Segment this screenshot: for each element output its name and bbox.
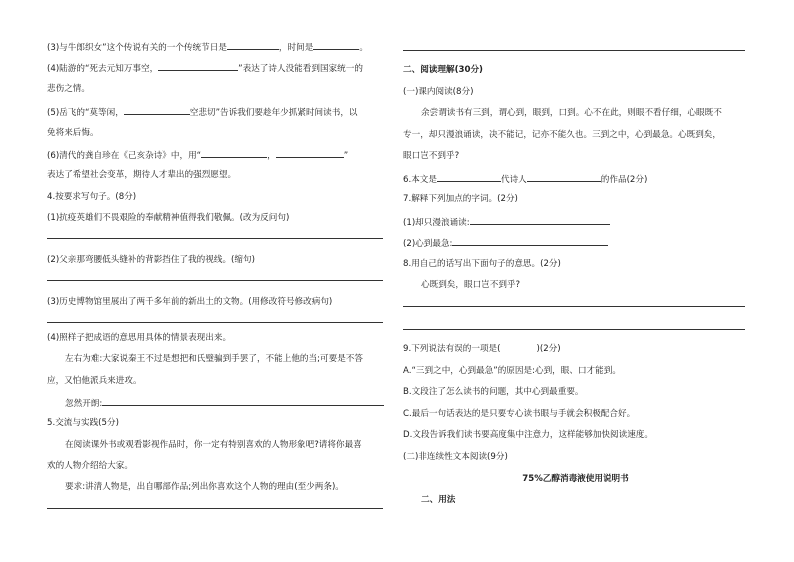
option-c: C.最后一句话表达的是只要专心读书眼与手就会积极配合好。 [403,409,636,419]
example-line-2: 应，又怕他派兵来进攻。 [47,376,142,386]
document-title: 75%乙醇消毒液使用说明书 [522,474,629,484]
answer-line[interactable] [47,280,383,281]
option-d: D.文段告诉我们读书要高度集中注意力，这样能够加快阅读速度。 [403,430,653,440]
question-3-line: (3)与牛郎织女”这个传说有关的一个传统节日是 ，时间是 。 [47,40,368,54]
question-9: 9.下列说法有误的一项是( )(2分) [403,344,561,354]
subsection-2-title: (二)非连续性文本阅读(9分) [403,452,508,462]
answer-blank[interactable] [437,172,501,182]
section-reading-title: 二、阅读理解(30分) [403,65,483,75]
task-4-1: (1)抗疫英雄们不畏艰险的奉献精神值得我们敬佩。(改为反问句) [47,213,290,223]
question-6-right: 6.本文是 代诗人 的作品(2分) [403,172,647,186]
passage-line-1: 余尝谓读书有三到，谓心到，眼到，口到。心不在此，则眼不看仔细，心眼既不 [421,108,722,118]
subsection-1-title: (一)课内阅读(8分) [403,87,474,97]
section-5-requirement: 要求:讲清人物是，出自哪部作品;列出你喜欢这个人物的理由(至少两条)。 [65,482,344,492]
question-6-line: (6)清代的龚自珍在《己亥杂诗》中，用“ ， ” [47,148,348,162]
answer-blank[interactable] [158,61,238,71]
idiom-line: 忽然开朗: [65,396,384,410]
section-4-title: 4.按要求写句子。(8分) [47,192,137,202]
answer-line[interactable] [47,322,383,323]
answer-line[interactable] [47,508,383,509]
section-5-para-1: 在阅读课外书或观看影视作品时，你一定有特别喜欢的人物形象吧?请将你最喜 [65,440,362,450]
answer-line[interactable] [403,329,745,330]
passage-line-3: 眼口岂不到乎? [403,151,460,161]
question-8: 8.用自己的话写出下面句子的意思。(2分) [403,259,561,269]
example-line-1: 左右为难:大家说秦王不过是想把和氏璧骗到手罢了，不能上他的当;可要是不答 [65,354,363,364]
answer-blank[interactable] [227,40,279,50]
task-4-2: (2)父亲那弯腰低头缝补的背影挡住了我的视线。(缩句) [47,255,255,265]
passage-line-2: 专一，却只漫浪诵读，决不能记，记亦不能久也。三到之中，心到最急。心既到矣， [403,130,721,140]
answer-blank[interactable] [470,215,610,225]
answer-blank[interactable] [527,172,601,182]
option-a: A.“三到之中，心到最急”的原因是:心到，眼、口才能到。 [403,366,621,376]
answer-blank[interactable] [313,40,359,50]
answer-blank[interactable] [102,396,384,406]
question-8-sentence: 心既到矣，眼口岂不到乎? [421,280,521,290]
option-b: B.文段注了怎么读书的问题，其中心到最重要。 [403,387,584,397]
task-4-4: (4)照样子把成语的意思用具体的情景表现出来。 [47,333,232,343]
document-section: 二、用法 [421,495,456,505]
answer-line[interactable] [47,238,383,239]
answer-blank[interactable] [452,236,608,246]
section-5-title: 5.交流与实践(5分) [47,418,119,428]
question-4-line: (4)陆游的“死去元知万事空， ”表达了诗人没能看到国家统一的 [47,61,363,75]
answer-blank[interactable] [201,148,267,158]
answer-line[interactable] [403,306,745,307]
question-7: 7.解释下列加点的字词。(2分) [403,194,518,204]
question-4-cont: 悲伤之情。 [47,84,90,94]
question-7-2: (2)心到最急: [403,236,608,250]
question-6-cont: 表达了希望社会变革，期待人才辈出的强烈愿望。 [47,170,237,180]
answer-blank[interactable] [124,105,190,115]
question-7-1: (1)却只漫浪诵读: [403,215,610,229]
section-5-para-2: 欢的人物介绍给大家。 [47,461,133,471]
answer-blank[interactable] [276,148,344,158]
question-5-cont: 免将来后悔。 [47,128,99,138]
task-4-3: (3)历史博物馆里展出了两千多年前的新出土的文物。(用修改符号修改病句) [47,297,333,307]
question-5-line: (5)岳飞的“莫等闲， 空悲切”告诉我们要趁年少抓紧时间读书，以 [47,105,358,119]
answer-line[interactable] [403,50,745,51]
